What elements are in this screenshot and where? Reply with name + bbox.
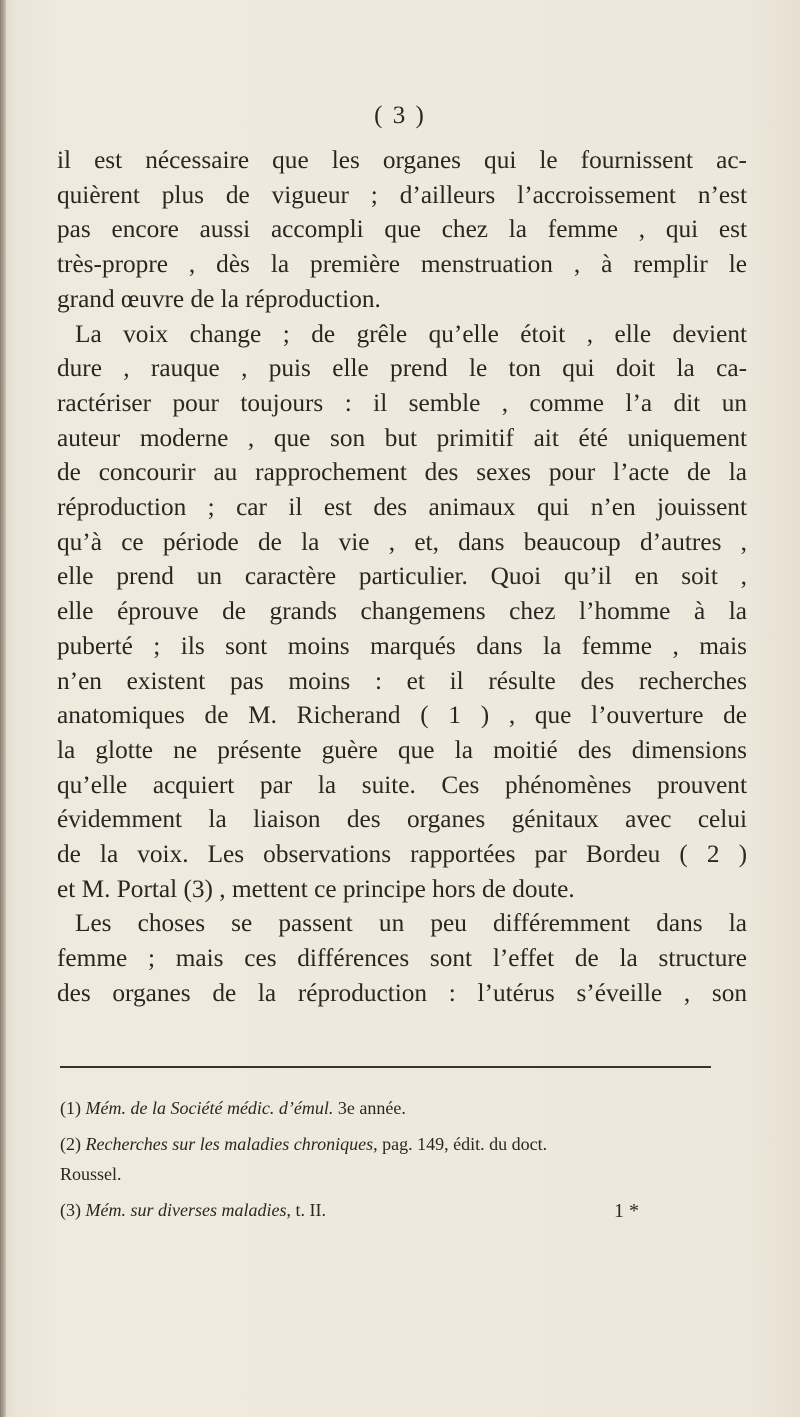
footnote-detail: , t. II. [286, 1200, 326, 1220]
text-line: il est nécessaire que les organes qui le fournissent ac- [57, 146, 747, 174]
text-line: quièrent plus de vigueur ; d’ailleurs l’accroissement n’est [57, 180, 747, 209]
body-text [57, 143, 747, 1011]
text-line: réproduction ; car il est des animaux qui n’en jouissent [57, 493, 747, 522]
text-line: grand œuvre de la réproduction. [57, 284, 381, 313]
page-binding-edge [0, 0, 6, 1417]
footnote-title: Mém. sur diverses maladies [85, 1200, 287, 1220]
footnote-separator [60, 1066, 711, 1068]
footnote-marker: (2) [60, 1134, 81, 1154]
footnote-detail: 3e année. [337, 1098, 406, 1118]
footnote-2 [60, 1129, 720, 1159]
text-line: qu’à ce période de la vie , et, dans beaucoup d’autres , [57, 527, 747, 556]
text-line: évidemment la liaison des organes génitaux avec celui [57, 805, 747, 834]
signature-mark: 1 * [614, 1200, 639, 1222]
text-line: n’en existent pas moins : et il résulte des recherches [57, 666, 747, 695]
text-line: auteur moderne , que son but primitif ait été uniquement [57, 423, 747, 452]
text-line: elle prend un caractère particulier. Quoi qu’il en soit , [57, 562, 747, 591]
text-line: puberté ; ils sont moins marqués dans la femme , mais [57, 631, 747, 660]
text-line: La voix change ; de grêle qu’elle étoit , elle devient [75, 319, 747, 348]
text-line: de concourir au rapprochement des sexes pour l’acte de la [57, 458, 747, 487]
text-line: anatomiques de M. Richerand ( 1 ) , que l’ouverture de [57, 701, 747, 730]
text-line: pas encore aussi accompli que chez la femme , qui est [57, 215, 747, 244]
text-line: femme ; mais ces différences sont l’effet de la structure [57, 944, 747, 973]
footnote-2-continuation: Roussel. [60, 1164, 122, 1184]
footnote-marker: (1) [60, 1098, 81, 1118]
text-line: Les choses se passent un peu différemment dans la [75, 909, 747, 938]
footnote-detail: , pag. 149, édit. du doct. [373, 1134, 548, 1154]
text-line: et M. Portal (3) , mettent ce principe hors de doute. [57, 874, 575, 903]
text-line: la glotte ne présente guère que la moitié des dimensions [57, 735, 747, 764]
text-line: très-propre , dès la première menstruation , à remplir le [57, 250, 747, 279]
text-line: elle éprouve de grands changemens chez l’homme à la [57, 597, 747, 626]
text-line: des organes de la réproduction : l’utérus s’éveille , son [57, 978, 747, 1007]
text-line: ractériser pour toujours : il semble , comme l’a dit un [57, 388, 747, 417]
footnote-marker: (3) [60, 1200, 81, 1220]
text-line: qu’elle acquiert par la suite. Ces phénomènes prouvent [57, 770, 747, 799]
footnote-title: Recherches sur les maladies chroniques [85, 1134, 374, 1154]
text-line: dure , rauque , puis elle prend le ton qui doit la ca- [57, 354, 747, 383]
page-number: ( 3 ) [374, 102, 426, 129]
footnote-title: Mém. de la Société médic. d’émul. [85, 1098, 334, 1118]
footnote-1 [60, 1093, 720, 1123]
text-line: de la voix. Les observations rapportées par Bordeu ( 2 ) [57, 840, 747, 869]
